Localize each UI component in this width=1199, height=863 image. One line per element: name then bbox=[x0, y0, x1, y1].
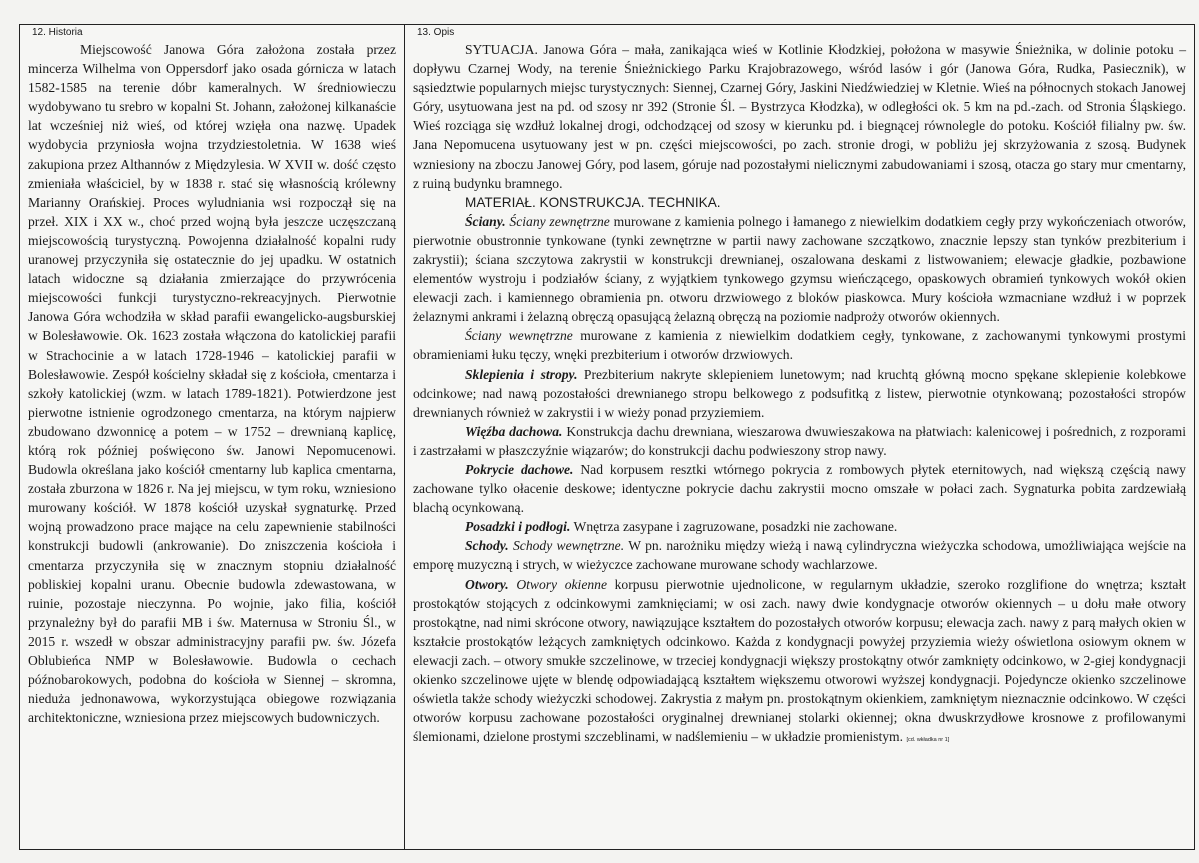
history-column bbox=[20, 25, 405, 849]
vaults-text: Prezbiterium nakryte sklepieniem lunetowym; nad kruchtą główną mocno spękane sklepienie kolebkowe odcinkowe; nad nawą pozostałości drewnianego stropu belkowego z podsufitką z listew, pierwotnie otynkowaną; pozostałości stropów drewnianych również w zakrystii i w wieży ponad przyziemiem. bbox=[413, 366, 1186, 420]
openings-text: korpusu pierwotnie ujednolicone, w regularnym układzie, szeroko rozglifione do wnętrza; kształt prostokątów stojących z odcinkowymi zamknięciami; w osi zach. nawy dwie kondygnacje otworów okiennych – u dołu małe otwory prostokątne, nad nimi skrócone otwory, nawiązujące kształtem do pozostałych otworów korpusu; elewacja zach. nawy z parą małych okien w kształcie prostokątów leżących zamkniętych odcinkowo. Każda z kondygnacji powyżej przyziemia wieży oświetlona osiowym oknem w elewacji zach. – otwory smukłe szczelinowe, w trzeciej kondygnacji większy prostokątny otwór zamknięty odcinkowo, w 2-giej kondygnacji okienko szczelinowe ujęte w blendę odpowiadającą kształtem większemu otworowi wyższej kondygnacji. Pojedyncze okienko szczelinowe oświetla także schody wieżyczki schodowej. Zakrystia z małym pn. prostokątnym okienkiem, zamkniętym nieznacznie odcinkowo. W części otworów korpusu zachowane pozostałości oryginalnej drewnianej stolarki okiennej; okna dwuskrzydłowe krosnowe z profilowanymi ślemionami, dzielone prostymi szczeblinami, w nadślemieniu – w układzie promienistym. bbox=[413, 576, 1187, 745]
history-header: 12. Historia bbox=[32, 27, 83, 38]
vaults-label: Sklepienia i stropy. bbox=[465, 366, 578, 382]
stairs-sub: Schody wewnętrzne. bbox=[512, 538, 625, 554]
walls-paragraph bbox=[413, 212, 1186, 327]
walls-ext-label: Ściany zewnętrzne bbox=[509, 213, 610, 229]
description-column bbox=[405, 25, 1194, 849]
stairs-label: Schody. bbox=[465, 538, 509, 554]
truss-paragraph bbox=[413, 422, 1186, 460]
floors-label: Posadzki i podłogi. bbox=[465, 519, 571, 535]
floors-paragraph bbox=[413, 517, 1186, 536]
history-text: Miejscowość Janowa Góra założona została przez mincerza Wilhelma von Oppersdorf jako osada górnicza w latach 1582-1585 na terenie dóbr kameralnych. W średniowieczu wydobywano tu srebro w kopalni St. Johann, założonej kilkanaście lat wcześniej niż wieś, od której wzięła ona nazwę. Upadek wydobycia przyniosła wojna trzydziestoletnia. W 1638 wieś zakupiona przez Althannów z Międzylesia. W XVII w. dość często zmieniała właściciel, by w 1838 r. stać się własnością królewny Marianny Orańskiej. Proces wyludniania wsi rozpoczął się na przeł. XIX i XX w., choć przed wojną była jeszcze uczęszczaną miejscowością turystyczną. Powojenna działalność kopalni rudy uranowej przyczyniła się ostatecznie do jej upadku. W ostatnich latach widoczne są działania zmierzające do przywrócenia miejscowości funkcji turystyczno-rekreacyjnych. Pierwotnie Janowa Góra wchodziła w skład parafii ewangelicko-augsburskiej w Bolesławowie. Ok. 1623 została włączona do katolickiej parafii w Strachocinie a w latach 1728-1946 – katolickiej parafii w Bolesławowie. Zespół kościelny składał się z kościoła, cmentarza i szkoły katolickiej (wzm. w latach 1789-1821). Potwierdzone jest pierwotne istnienie ogrodzonego cmentarza, na którym najpierw zbudowano dzwonnicę a potem – w 1752 – drewnianą kaplicę, którą rok później poświęcono św. Janowi Nepomucenowi. Budowla określana jako kościół cmentarny lub kaplica cmentarna, została zburzona w 1826 r. Na jej miejscu, w tym roku, wzniesiono murowany kościół. W 1878 kościół uzyskał sygnaturkę. Przed wojną prowadzono prace mające na celu zapewnienie stabilności konstrukcji budowli (ankrowanie). Do zniszczenia kościoła i cmentarza przyczyniła się w znacznym stopniu działalność pobliskiej kopalni uranu. Obecnie budowla zdewastowana, w ruinie, pozostaje nieczynna. Po wojnie, jako filia, kościół przynależny był do parafii MB i św. Maternusa w Stroniu Śl., w 2015 r. wszedł w obszar administracyjny parafii pw. św. Józefa Oblubieńca NMP w Bolesławowie. Budowla o cechach późnobarokowych, podobna do kościoła w Siennej – skromna, nieduża jednonawowa, wykorzystująca obiegowe rozwiązania architektoniczne, wzniesiona przez miejscowych budowniczych. bbox=[28, 42, 396, 726]
roof-text: Nad korpusem resztki wtórnego pokrycia z rombowych płytek eternitowych, nad większą częścią nawy zachowane tylko ołacenie deskowe; identyczne pokrycie dachu zakrystii mocno omszałe w połaci zach. Sygnaturka pobita zardzewiałą blachą ocynkowaną. bbox=[413, 461, 1186, 516]
walls-label: Ściany. bbox=[465, 213, 506, 229]
stairs-text: W pn. narożniku między wieżą i nawą cylindryczna wieżyczka schodowa, umożliwiająca wejście na emporę muzyczną i strych, w wieżyczce zachowane murowane schody wachlarzowe. bbox=[413, 538, 1186, 573]
openings-sub: Otwory okienne bbox=[516, 576, 607, 592]
continuation-note: [cd. wkładka nr 1] bbox=[906, 737, 950, 744]
description-header: 13. Opis bbox=[417, 27, 455, 38]
walls-int-text: murowane z kamienia z niewielkim dodatkiem cegły, tynkowane, z zachowanymi tynkowymi prostymi obramieniami łuku tęczy, wnęki prezbiterium i otworów drzwiowych. bbox=[413, 328, 1186, 363]
roof-label: Pokrycie dachowe. bbox=[465, 461, 574, 477]
vaults-paragraph bbox=[413, 365, 1186, 422]
section-title: MATERIAŁ. KONSTRUKCJA. TECHNIKA. bbox=[465, 194, 721, 210]
walls-int-label: Ściany wewnętrzne bbox=[465, 328, 573, 344]
truss-text: Konstrukcja dachu drewniana, wieszarowa dwuwieszakowa na płatwiach: kalenicowej i pośrednich, z rozporami i zastrzałami w płaszczyźnie wiązarów; do konstrukcji dachu podwieszony strop nawy. bbox=[413, 423, 1186, 458]
situation-paragraph: SYTUACJA. Janowa Góra – mała, zanikająca wieś w Kotlinie Kłodzkiej, położona w masywie Śnieżnika, w dolinie potoku – dopływu Czarnej Wody, na terenie Śnieżnickiego Parku Krajobrazowego, wśród lasów i gór (Janowa Góra, Rudka, Pasiecznik), w sąsiedztwie popularnych miejsc turystycznych: Siennej, Czarnej Góry, Jaskini Niedźwiedziej w Kletnie. Wieś na północnych stokach Janowej Góry, usytuowana jest na pd. od szosy nr 392 (Stronie Śl. – Bystrzyca Kłodzka), w odległości ok. 5 km na pd.-zach. od Stronia Śląskiego. Wieś rozciąga się wzdłuż lokalnej drogi, odchodzącej od szosy w kierunku pd. i biegnącej równolegle do potoku. Kościół filialny pw. św. Jana Nepomucena usytuowany jest w pn. części miejscowości, po zach. stronie drogi, w pobliżu jej skrzyżowania z szosą. Budynek wzniesiony na zboczu Janowej Góry, pod lasem, góruje nad pozostałymi nielicznymi zabudowaniami i szosą, otacza go stary mur cmentarny, z ruiną budynku bramnego. bbox=[413, 42, 1186, 191]
openings-paragraph bbox=[413, 575, 1186, 751]
floors-text: Wnętrza zasypane i zagruzowane, posadzki nie zachowane. bbox=[573, 519, 898, 535]
roof-paragraph bbox=[413, 460, 1186, 517]
record-card bbox=[19, 24, 1195, 850]
walls-int-paragraph bbox=[413, 326, 1186, 364]
truss-label: Więźba dachowa. bbox=[465, 423, 563, 439]
stairs-paragraph bbox=[413, 536, 1186, 574]
walls-ext-text: murowane z kamienia polnego i łamanego z niewielkim dodatkiem cegły przy wykończeniach otworów, pierwotnie obustronnie tynkowane (tynki zewnętrzne w partii nawy zachowane szczątkowo, znacznie lepszy stan tynków prezbiterium i zakrystii); ściana szczytowa zakrystii w konstrukcji drewnianej, oszalowana deskami z listwowaniem; elewacje gładkie, pozbawione elementów wystroju i podziałów ściany, z wyjątkiem tynkowego gzymsu wieńczącego, opaskowych obramień tynkowych wokół okien elewacji zach. i kamiennego obramienia pn. otworu drzwiowego z bloków piaskowca. Mury kościoła wzmacniane wzdłuż i w poprzek żelaznymi ankrami i żelazną obręczą opasującą żelazną obręczą na poziomie nadproży otworów okiennych. bbox=[413, 213, 1186, 325]
openings-label: Otwory. bbox=[465, 576, 509, 592]
